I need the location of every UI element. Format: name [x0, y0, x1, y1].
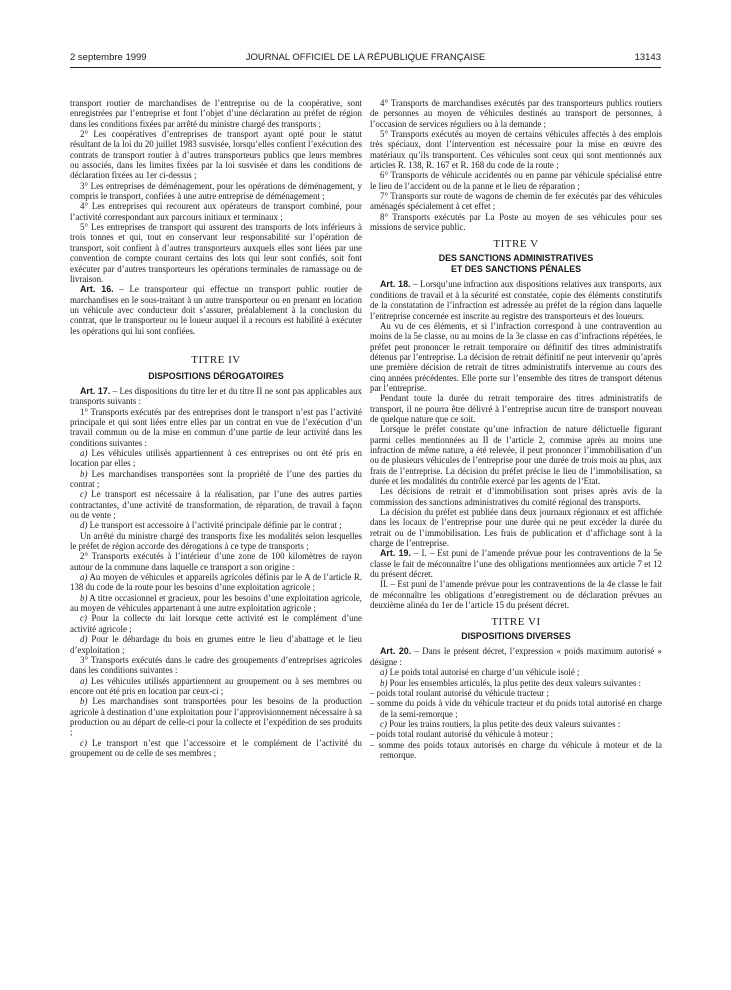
header-rule	[70, 67, 661, 68]
paragraph: 3° Les entreprises de déménagement, pour les opérations de déménagement, y compris le transport, confiées à une autre entreprise de déménagement ;	[70, 180, 362, 202]
list-item: d) Pour le débardage du bois en grumes entre le lieu d’abattage et le lieu d’exploitation ;	[70, 634, 362, 655]
title-vi-heading: TITRE VI	[491, 616, 541, 629]
paragraph: 5° Transports exécutés au moyen de certains véhicules affectés à des emplois très spéciaux, dont l’intervention est nécessaire pour la mise en œuvre des matériaux qu’ils transportent. Ces véhicules sont ceux qui sont mentionnés aux articles R. 138, R. 167 et R. 168 du code de la route ;	[370, 129, 662, 171]
article-label: Art. 20.	[380, 646, 412, 657]
list-item: a) Le poids total autorisé en charge d’un véhicule isolé ;	[380, 667, 580, 678]
list-item: b) Les marchandises transportées sont la propriété de l’une des parties du contrat ;	[70, 468, 362, 489]
list-item: c) Pour les trains routiers, la plus petite des deux valeurs suivantes :	[380, 718, 621, 729]
list-item: c) Le transport n’est que l’accessoire et le complément de l’activité du groupement ou de celle de ses membres ;	[70, 737, 362, 758]
paragraph: 4° Transports de marchandises exécutés par des transporteurs publics routiers de personnes au moyen de véhicules destinés au transport de personnes, à l’occasion de services réguliers ou à la demande ;	[370, 98, 662, 129]
article-label: Art. 16.	[80, 284, 114, 295]
dash-list	[370, 729, 662, 760]
page-header	[70, 52, 661, 66]
dash-item: – poids total roulant autorisé du véhicule tracteur ;	[370, 687, 549, 698]
paragraph: 5° Les entreprises de transport qui assurent des transports de lots inférieurs à trois tonnes et qui, tout en conservant leur responsabilité sur l’opération de transport, soit confient à d’autres transporteurs auxquels elles sont liées par une convention de compte courant certains des lots qui leur sont confiés, soit font exécuter par d’autres transporteurs les opérations terminales de ramassage ou de livraison.	[70, 222, 362, 284]
article-20: Art. 20. – Dans le présent décret, l’expression « poids maximum autorisé » désigne :	[370, 646, 662, 667]
paragraph: Au vu de ces éléments, et si l’infraction correspond à une contravention au moins de la 5e classe, ou au moins de la 3e classe en cas d’infractions répétées, le préfet peut prononcer le retrait temporaire ou définitif des titres administratifs détenus par l’entreprise. La décision de retrait définitif ne peut intervenir qu’après une première décision de retrait de titres administratifs intervenue au cours des cinq années précédentes. Elle porte sur l’ensemble des titres de transport détenus par l’entreprise.	[370, 320, 662, 393]
title-iv-heading: TITRE IV	[191, 353, 241, 366]
paragraph: 1° Transports exécutés par des entreprises dont le transport n’est pas l’activité principale et qui sont liées entre elles par un contrat en vue de l’exécution d’un travail commun ou de la mise en commun d’une partie de leur activité dans les conditions suivantes :	[70, 406, 362, 448]
article-label: Art. 17.	[80, 385, 111, 396]
article-19: Art. 19. – I. – Est puni de l’amende prévue pour les contraventions de la 5e classe le fait de méconnaître l’une des obligations mentionnées aux article 7 et 12 du présent décret.	[370, 548, 662, 580]
list-item: b) Pour les ensembles articulés, la plus petite des deux valeurs suivantes :	[380, 677, 642, 688]
list-item: b) Les marchandises sont transportées pour les besoins de la production agricole à destination d’une exploitation pour l’approvisionnement nécessaire à sa production ou au départ de celle-ci pour la collecte et l’expédition de ses produits ;	[70, 696, 362, 738]
title-v-heading: TITRE V	[493, 238, 539, 251]
list-item: c) Pour la collecte du lait lorsque cette activité est le complément d’une activité agricole ;	[70, 613, 362, 634]
left-column	[70, 98, 362, 758]
dash-item: – somme des poids totaux autorisés en charge du véhicule à moteur et de la remorque.	[370, 739, 662, 760]
dash-item: – somme du poids à vide du véhicule tracteur et du poids total autorisé en charge de la semi-remorque ;	[370, 698, 662, 719]
paragraph: 3° Transports exécutés dans le cadre des groupements d’entreprises agricoles dans les conditions suivantes :	[70, 654, 362, 676]
right-column	[370, 98, 662, 760]
article-label: Art. 19.	[380, 548, 411, 559]
paragraph: 2° Les coopératives d’entreprises de transport ayant opté pour le statut résultant de la loi du 20 juillet 1983 susvisée, lorsqu’elles confient l’exécution des contrats de transport routier à d’autres transporteurs publics que leurs membres ou associés, dans les limites fixées par la loi susvisée et dans les conditions de déclaration fixées au 1er ci-dessus ;	[70, 129, 362, 181]
title-vi-subheading: DISPOSITIONS DIVERSES	[461, 631, 571, 642]
list-item: b) A titre occasionnel et gracieux, pour les besoins d’une exploitation agricole, au moyen de véhicules appartenant à une autre exploitation agricole ;	[70, 592, 362, 614]
paragraph: Les décisions de retrait et d’immobilisation sont prises après avis de la commission des sanctions administratives du comité régional des transports.	[370, 486, 662, 507]
header-date: 2 septembre 1999	[70, 52, 147, 63]
title-v-subheading-2: ET DES SANCTIONS PÉNALES	[450, 264, 582, 275]
paragraph: 7° Transports sur route de wagons de chemin de fer exécutés par des véhicules aménagés spécialement à cet effet ;	[370, 191, 662, 212]
article-17: Art. 17. – Les dispositions du titre Ier et du titre II ne sont pas applicables aux transports suivants :	[70, 385, 362, 407]
list-item: a) Les véhicules utilisés appartiennent à ces entreprises ou ont été pris en location par elles ;	[70, 447, 362, 469]
paragraph: Lorsque le préfet constate qu’une infraction de nature délictuelle figurant parmi celles mentionnées au II de l’article 2, commise après au moins une infraction de même nature, a été relevée, il peut prononcer l’immobilisation d’un ou de plusieurs véhicules de l’entreprise pour une durée de trois mois au plus, aux frais de l’entreprise. La décision du préfet précise le lieu de l’immobilisation, sa durée et les modalités du contrôle exercé par les agents de l’Etat.	[370, 424, 662, 486]
article-16: Art. 16. – Le transporteur qui effectue un transport public routier de marchandises en le sous-traitant à un autre transporteur ou en prenant en location un véhicule avec conducteur doit s’assurer, préalablement à la conclusion du contrat, que le transporteur ou le loueur auquel il a recours est habilité à exécuter les opérations qui lui sont confiées.	[70, 284, 362, 336]
paragraph: 2° Transports exécutés à l’intérieur d’une zone de 100 kilomètres de rayon autour de la commune dans laquelle ce transport a son origine :	[70, 551, 362, 572]
list-item: a) Au moyen de véhicules et appareils agricoles définis par le A de l’article R. 138 du code de la route pour les besoins d’une exploitation agricole ;	[70, 572, 362, 593]
list-item: a) Les véhicules utilisés appartiennent au groupement ou à ses membres ou encore ont été pris en location par ceux-ci ;	[70, 675, 362, 696]
article-label: Art. 18.	[380, 279, 411, 290]
paragraph: Un arrêté du ministre chargé des transports fixe les modalités selon lesquelles le préfet de région accorde des dérogations à ce type de transports ;	[70, 530, 362, 552]
title-v-subheading-1: DES SANCTIONS ADMINISTRATIVES	[438, 253, 594, 264]
paragraph: 6° Transports de véhicule accidentés ou en panne par véhicule spécialisé entre le lieu de l’accident ou de la panne et le lieu de réparation ;	[370, 170, 662, 191]
article-18: Art. 18. – Lorsqu’une infraction aux dispositions relatives aux transports, aux conditions de travail et à la sécurité est constatée, copie des éléments constitutifs de la constatation de l’infraction est adressée au préfet de la région dans laquelle l’entreprise concernée est inscrite au registre des transporteurs et des loueurs.	[370, 279, 662, 321]
paragraph: La décision du préfet est publiée dans deux journaux régionaux et est affichée dans les locaux de l’entreprise pour une durée qui ne peut excéder la durée du retrait ou de l’immobilisation. Les frais de publication et d’affichage sont à la charge de l’entreprise.	[370, 507, 662, 549]
paragraph: II. – Est puni de l’amende prévue pour les contraventions de la 4e classe le fait de méconnaître les obligations d’enregistrement ou de déclaration prévues au deuxième alinéa du 1er de l’article 15 du présent décret.	[370, 579, 662, 611]
dash-item: – poids total roulant autorisé du véhicule à moteur ;	[370, 729, 554, 740]
paragraph: 8° Transports exécutés par La Poste au moyen de ses véhicules pour ses missions de service public.	[370, 211, 662, 233]
paragraph: Pendant toute la durée du retrait temporaire des titres administratifs de transport, il ne pourra être délivré à l’entreprise aucun titre de transport nouveau de quelque nature que ce soit.	[370, 393, 662, 424]
dash-list	[370, 688, 662, 719]
list-item: d) Le transport est accessoire à l’activité principale définie par le contrat ;	[80, 520, 342, 531]
title-iv-subheading: DISPOSITIONS DÉROGATOIRES	[148, 370, 284, 381]
header-page-number: 13143	[634, 52, 661, 63]
list-item: c) Le transport est nécessaire à la réalisation, par l’une des autres parties contractantes, d’une activité de transformation, de réparation, de travail à façon ou de vente ;	[70, 489, 362, 521]
paragraph: 4° Les entreprises qui recourent aux opérateurs de transport combiné, pour l’activité correspondant aux parcours initiaux et terminaux ;	[70, 201, 362, 222]
header-journal-title: JOURNAL OFFICIEL DE LA RÉPUBLIQUE FRANÇAISE	[245, 52, 486, 63]
paragraph: transport routier de marchandises de l’entreprise ou de la coopérative, sont enregistrées par l’entreprise et font l’objet d’une déclaration au préfet de région dans les conditions fixées par arrêté du ministre chargé des transports ;	[70, 98, 362, 129]
